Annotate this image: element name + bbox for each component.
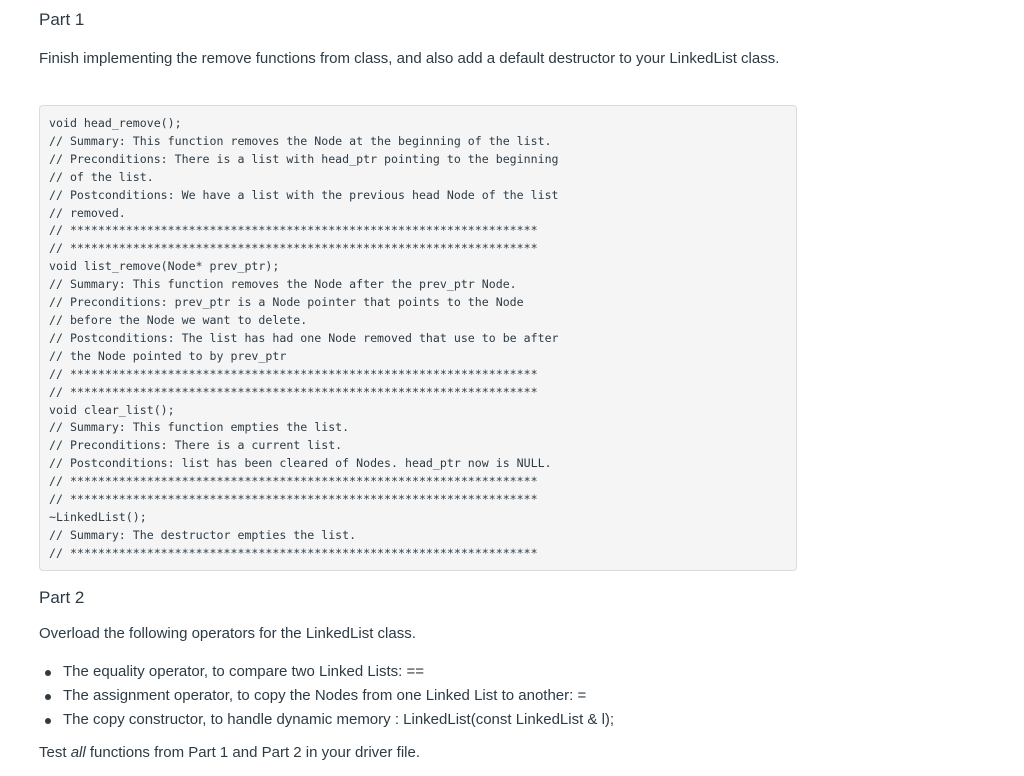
code-line: // Postconditions: We have a list with the previous head Node of the list xyxy=(49,187,559,202)
code-line: // ******************************************************************* xyxy=(49,474,538,489)
code-line: // ******************************************************************* xyxy=(49,223,538,238)
code-line: // Summary: The destructor empties the list. xyxy=(49,527,357,542)
code-line: // ******************************************************************* xyxy=(49,545,538,560)
test-instruction-end: functions from Part 1 and Part 2 in your driver file. xyxy=(85,744,421,761)
part2-heading: Part 2 xyxy=(39,588,85,607)
code-line: void head_remove(); xyxy=(49,116,182,130)
code-line: // Preconditions: prev_ptr is a Node pointer that points to the Node xyxy=(49,295,524,310)
code-line: // ******************************************************************* xyxy=(49,366,538,381)
part2-intro: Overload the following operators for the LinkedList class. xyxy=(39,625,416,642)
code-line: // before the Node we want to delete. xyxy=(49,312,308,327)
code-line: // Preconditions: There is a current list. xyxy=(49,438,343,453)
code-line: // removed. xyxy=(49,205,126,220)
test-instruction-emphasis: all xyxy=(70,744,86,761)
list-item: The copy constructor, to handle dynamic memory : LinkedList(const LinkedList & l); xyxy=(39,708,614,732)
code-line: // Postconditions: list has been cleared of Nodes. head_ptr now is NULL. xyxy=(49,456,552,471)
code-line: // of the list. xyxy=(49,169,154,184)
code-line: // ******************************************************************* xyxy=(49,384,538,399)
test-instruction xyxy=(39,744,420,761)
code-line: ~LinkedList(); xyxy=(49,509,147,524)
operator-list xyxy=(39,660,614,732)
code-text xyxy=(49,115,796,563)
code-line: // Summary: This function removes the Node after the prev_ptr Node. xyxy=(49,277,517,292)
test-instruction-start: Test xyxy=(39,744,71,761)
code-line: // ******************************************************************* xyxy=(49,492,538,507)
code-line: void list_remove(Node* prev_ptr); xyxy=(49,259,280,274)
code-line: // ******************************************************************* xyxy=(49,241,538,256)
list-item: The equality operator, to compare two Linked Lists: == xyxy=(39,660,614,684)
code-block xyxy=(39,105,797,571)
list-item: The assignment operator, to copy the Nodes from one Linked List to another: = xyxy=(39,684,614,708)
code-line: // Postconditions: The list has had one Node removed that use to be after xyxy=(49,330,559,345)
code-line: // Summary: This function removes the Node at the beginning of the list. xyxy=(49,133,552,148)
code-line: // Summary: This function empties the list. xyxy=(49,420,350,435)
part1-intro: Finish implementing the remove functions from class, and also add a default destructor to your LinkedList class. xyxy=(39,50,780,67)
code-line: void clear_list(); xyxy=(49,402,175,417)
code-line: // Preconditions: There is a list with head_ptr pointing to the beginning xyxy=(49,151,559,166)
code-line: // the Node pointed to by prev_ptr xyxy=(49,348,287,363)
part1-heading: Part 1 xyxy=(39,10,85,29)
